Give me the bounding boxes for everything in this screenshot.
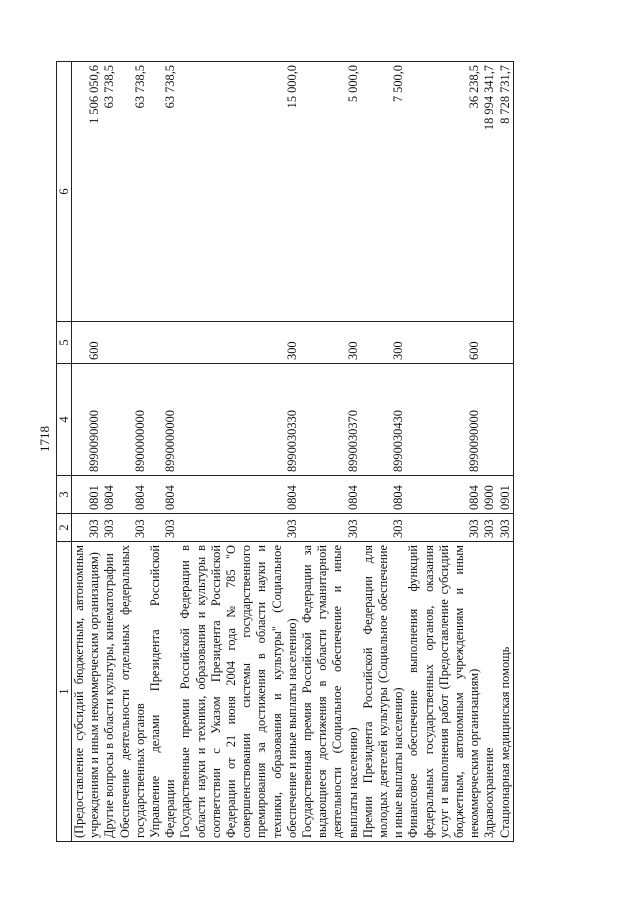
header-col-2: 2 (57, 514, 72, 542)
row-grbs: 303 (102, 514, 117, 542)
row-name: Здравоохранение (482, 542, 497, 842)
row-vr: 300 (300, 322, 361, 364)
row-csr: 8900000000 (118, 364, 148, 476)
row-amount: 5 000,0 (300, 62, 361, 322)
row-csr (102, 364, 117, 476)
table-row (102, 62, 117, 842)
header-col-5: 5 (57, 322, 72, 364)
table-row (361, 62, 407, 842)
row-csr: 8990090000 (72, 364, 103, 476)
row-grbs: 303 (178, 514, 300, 542)
row-vr (148, 322, 178, 364)
row-name: Финансовое обеспечение выполнения функций федеральных государственных органов, оказания услуг и выполнения работ (Предоставление субсидий бюджетным, автономным учреждениям и иным некоммерческим организациям) (406, 542, 482, 842)
table-row (300, 62, 361, 842)
row-csr: 8990090000 (406, 364, 482, 476)
row-grbs: 303 (300, 514, 361, 542)
row-name: Управление делами Президента Российской Федерации (148, 542, 178, 842)
row-amount: 15 000,0 (178, 62, 300, 322)
row-csr: 8990030430 (361, 364, 407, 476)
row-name: Обеспечение деятельности отдельных федеральных государственных органов (118, 542, 148, 842)
row-name: Премии Президента Российской Федерации для молодых деятелей культуры (Социальное обеспечение и иные выплаты населению) (361, 542, 407, 842)
table-row (406, 62, 482, 842)
row-csr: 8990030330 (178, 364, 300, 476)
row-name: Государственные премии Российской Федерации в области науки и техники, образования и культуры в соответствии с Указом Президента Российской Федерации от 21 июня 2004 года № 785 "О совершенствовании системы государственного премирования за достижения в области науки и техники, образования и культуры" (Социальное обеспечение и иные выплаты населению) (178, 542, 300, 842)
row-vr: 600 (406, 322, 482, 364)
table-row (148, 62, 178, 842)
row-name: Другие вопросы в области культуры, кинематографии (102, 542, 117, 842)
row-rzpr: 0804 (178, 476, 300, 514)
header-col-1: 1 (57, 542, 72, 842)
header-col-6: 6 (57, 62, 72, 322)
row-vr (482, 322, 497, 364)
page-number: 1718 (37, 426, 52, 452)
row-vr (118, 322, 148, 364)
row-grbs: 303 (406, 514, 482, 542)
table-row (118, 62, 148, 842)
table-body (72, 62, 514, 842)
row-csr (482, 364, 497, 476)
row-amount: 8 728 731,7 (498, 62, 514, 322)
row-amount: 1 506 050,6 (72, 62, 103, 322)
row-csr (498, 364, 514, 476)
table-row (72, 62, 103, 842)
row-amount: 63 738,5 (118, 62, 148, 322)
row-grbs: 303 (498, 514, 514, 542)
row-vr: 300 (178, 322, 300, 364)
row-amount: 7 500,0 (361, 62, 407, 322)
row-rzpr: 0804 (102, 476, 117, 514)
table-header (57, 62, 72, 842)
row-vr: 300 (361, 322, 407, 364)
row-rzpr: 0804 (148, 476, 178, 514)
row-rzpr: 0901 (498, 476, 514, 514)
header-col-3: 3 (57, 476, 72, 514)
row-rzpr: 0804 (361, 476, 407, 514)
row-rzpr: 0804 (118, 476, 148, 514)
row-name: Стационарная медицинская помощь (498, 542, 514, 842)
row-grbs: 303 (361, 514, 407, 542)
row-name: Государственная премия Российской Федерации за выдающиеся достижения в области гуманитарной деятельности (Социальное обеспечение и иные выплаты населению) (300, 542, 361, 842)
table-row (482, 62, 497, 842)
table-row (178, 62, 300, 842)
row-csr: 8990030370 (300, 364, 361, 476)
row-amount: 36 238,5 (406, 62, 482, 322)
row-vr: 600 (72, 322, 103, 364)
row-vr (102, 322, 117, 364)
row-grbs: 303 (72, 514, 103, 542)
row-rzpr: 0804 (406, 476, 482, 514)
row-grbs: 303 (482, 514, 497, 542)
row-amount: 63 738,5 (148, 62, 178, 322)
row-name: (Предоставление субсидий бюджетным, автономным учреждениям и иным некоммерческим организациям) (72, 542, 103, 842)
row-rzpr: 0801 (72, 476, 103, 514)
row-rzpr: 0900 (482, 476, 497, 514)
row-amount: 18 994 341,7 (482, 62, 497, 322)
row-grbs: 303 (148, 514, 178, 542)
budget-table (56, 61, 514, 842)
row-vr (498, 322, 514, 364)
row-rzpr: 0804 (300, 476, 361, 514)
row-grbs: 303 (118, 514, 148, 542)
row-csr: 8990000000 (148, 364, 178, 476)
header-col-4: 4 (57, 364, 72, 476)
rotated-table-container (56, 62, 566, 842)
row-amount: 63 738,5 (102, 62, 117, 322)
table-row (498, 62, 514, 842)
